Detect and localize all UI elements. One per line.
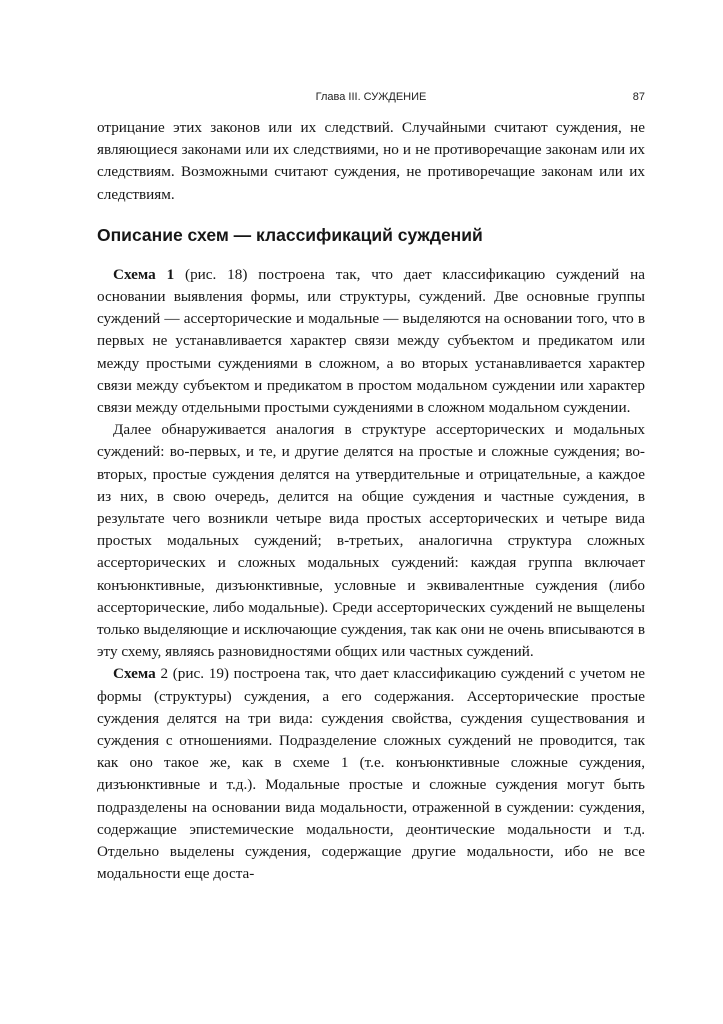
intro-paragraph: отрицание этих законов или их следствий. Случайными считают суждения, не являющиеся законами или их следствиями, но и не противоречащие законам или их следствиям. Возможными считают суждения, не противоречащие законам или их следствиям. — [97, 119, 645, 203]
paragraph-lead: Схема 1 — [113, 265, 175, 283]
paragraph-scheme-2 — [97, 663, 645, 885]
paragraph-text: 2 (рис. 19) построена так, что дает классификацию суждений с учетом не формы (структуры) суждения, а его содержания. Ассерторические простые суждения делятся на три вида: суждения свойства, суждения существования и суждения с отношениями. Подразделение сложных суждений не проводится, так как оно такое же, как в схеме 1 (т.е. конъюнктивные сложные суждения, дизъюнктивные и т.д.). Модальные простые и сложные суждения могут быть подразделены на основании вида модальности, отраженной в суждении: суждения, содержащие эпистемические модальности, деонтические модальности и т.д. Отдельно выделены суждения, содержащие другие модальности, ибо не все модальности еще доста- — [97, 665, 645, 883]
section-heading: Описание схем — классификаций суждений — [97, 224, 483, 245]
running-head — [97, 89, 645, 107]
paragraph-scheme-1 — [97, 264, 645, 419]
body-text — [97, 117, 645, 886]
paragraph-lead: Схема — [113, 665, 156, 683]
paragraph-text: (рис. 18) построена так, что дает классификацию суждений на основании выявления формы, или структуры, суждений. Две основные группы суждений — ассерторические и модальные — выделяются на основании того, что в первых не устанавливается характер связи между субъектом и предикатом или между простыми суждениями в сложном, а во вторых устанавливается характер связи между субъектом и предикатом в простом модальном суждении или характер связи между отдельными простыми суждениями в сложном модальном суждении. — [97, 265, 645, 417]
paragraph-analogy — [97, 419, 645, 663]
paragraph-text: Далее обнаруживается аналогия в структуре ассерторических и модальных суждений: во-первых, и те, и другие делятся на простые и сложные суждения; во-вторых, простые суждения делятся на утвердительные и отрицательные, а каждое из них, в свою очередь, делится на общие суждения и частные суждения, в результате чего возникли четыре вида простых ассерторических и четыре вида простых модальных суждений; в-третьих, аналогична структура сложных ассерторических и сложных модальных суждений: каждая группа включает конъюнктивные, дизъюнктивные, условные и эквивалентные суждения (либо ассерторические, либо модальные). Среди ассерторических суждений не выщелены только выделяющие и исключающие суждения, так как они не очень вписываются в эту схему, являясь разновидностями общих или частных суждений. — [97, 421, 645, 661]
page-number: 87 — [632, 91, 645, 103]
chapter-title: Глава III. СУЖДЕНИЕ — [315, 91, 427, 103]
